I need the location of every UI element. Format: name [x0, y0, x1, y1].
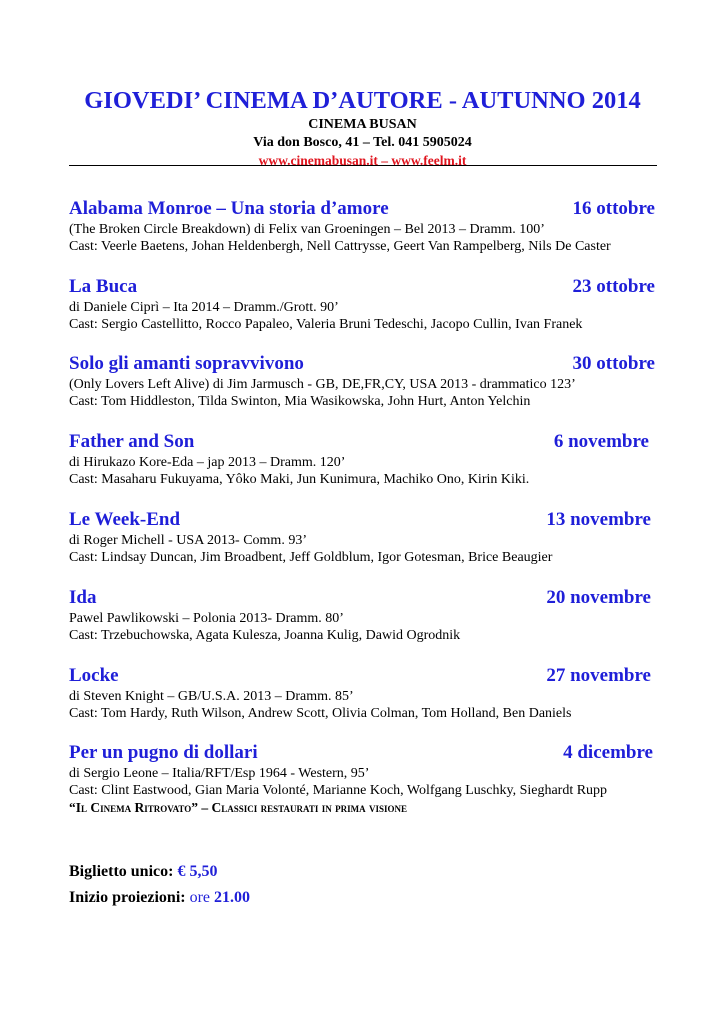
film-cast: Cast: Veerle Baetens, Johan Heldenbergh, Nell Cattrysse, Geert Van Rampelberg, Nils De Caster — [69, 239, 611, 254]
ticket-label: Biglietto unico: — [69, 863, 174, 880]
header-divider — [69, 165, 657, 166]
film-date: 13 novembre — [546, 509, 651, 530]
film-date: 30 ottobre — [572, 353, 655, 374]
cinema-address: Via don Bosco, 41 – Tel. 041 5905024 — [253, 135, 472, 150]
film-date: 23 ottobre — [572, 276, 655, 297]
screening-prefix: ore — [189, 889, 211, 906]
film-title: Per un pugno di dollari — [69, 742, 258, 763]
film-info: di Roger Michell - USA 2013- Comm. 93’ — [69, 533, 307, 548]
film-date: 20 novembre — [546, 587, 651, 608]
page-title: GIOVEDI’ CINEMA D’AUTORE - AUTUNNO 2014 — [84, 87, 641, 114]
film-info: di Hirukazo Kore-Eda – jap 2013 – Dramm. 120’ — [69, 455, 346, 470]
film-info: (Only Lovers Left Alive) di Jim Jarmusch - GB, DE,FR,CY, USA 2013 - drammatico 123’ — [69, 377, 576, 392]
film-info: di Daniele Ciprì – Ita 2014 – Dramm./Grott. 90’ — [69, 300, 339, 315]
screening-label: Inizio proiezioni: — [69, 889, 186, 906]
film-entry — [69, 741, 655, 816]
film-title: Alabama Monroe – Una storia d’amore — [69, 198, 389, 219]
film-date: 6 novembre — [553, 431, 649, 452]
film-cast: Cast: Tom Hardy, Ruth Wilson, Andrew Scott, Olivia Colman, Tom Holland, Ben Daniels — [69, 706, 572, 721]
film-title: Le Week-End — [69, 509, 181, 530]
restored-classics-note: “Il Cinema Ritrovato” – Classici restaurati in prima visione — [69, 800, 407, 815]
film-title: La Buca — [69, 276, 138, 297]
film-cast: Cast: Tom Hiddleston, Tilda Swinton, Mia Wasikowska, John Hurt, Anton Yelchin — [69, 394, 531, 409]
ticket-price — [69, 862, 217, 882]
film-entry — [69, 664, 655, 722]
screening-value: 21.00 — [214, 889, 251, 906]
film-cast: Cast: Trzebuchowska, Agata Kulesza, Joanna Kulig, Dawid Ogrodnik — [69, 628, 461, 643]
film-entry — [69, 586, 655, 644]
film-date: 27 novembre — [546, 665, 651, 686]
film-info: di Steven Knight – GB/U.S.A. 2013 – Dramm. 85’ — [69, 689, 354, 704]
film-info: Pawel Pawlikowski – Polonia 2013- Dramm. 80’ — [69, 611, 344, 626]
film-entry — [69, 508, 655, 566]
film-date: 4 dicembre — [563, 742, 653, 763]
film-cast: Cast: Sergio Castellitto, Rocco Papaleo, Valeria Bruni Tedeschi, Jacopo Cullin, Ivan Franek — [69, 317, 583, 332]
film-cast: Cast: Lindsay Duncan, Jim Broadbent, Jeff Goldblum, Igor Gotesman, Brice Beaugier — [69, 550, 553, 565]
film-entry — [69, 197, 655, 255]
film-entry — [69, 352, 655, 410]
film-title: Locke — [69, 665, 119, 686]
cinema-name: CINEMA BUSAN — [308, 117, 417, 132]
film-date: 16 ottobre — [572, 198, 655, 219]
cinema-websites: www.cinemabusan.it – www.feelm.it — [258, 153, 467, 168]
film-entry — [69, 275, 655, 333]
film-info: di Sergio Leone – Italia/RFT/Esp 1964 - Western, 95’ — [69, 766, 370, 781]
film-title: Solo gli amanti sopravvivono — [69, 353, 304, 374]
film-cast: Cast: Masaharu Fukuyama, Yôko Maki, Jun Kunimura, Machiko Ono, Kirin Kiki. — [69, 472, 530, 487]
film-cast: Cast: Clint Eastwood, Gian Maria Volonté, Marianne Koch, Wolfgang Luschky, Sieghardt Rupp — [69, 783, 608, 798]
film-entry — [69, 430, 655, 488]
film-info: (The Broken Circle Breakdown) di Felix van Groeningen – Bel 2013 – Dramm. 100’ — [69, 222, 545, 237]
film-title: Ida — [69, 587, 97, 608]
film-title: Father and Son — [69, 431, 195, 452]
screening-time — [69, 888, 250, 908]
page-header — [0, 86, 725, 169]
ticket-value: € 5,50 — [177, 863, 218, 880]
